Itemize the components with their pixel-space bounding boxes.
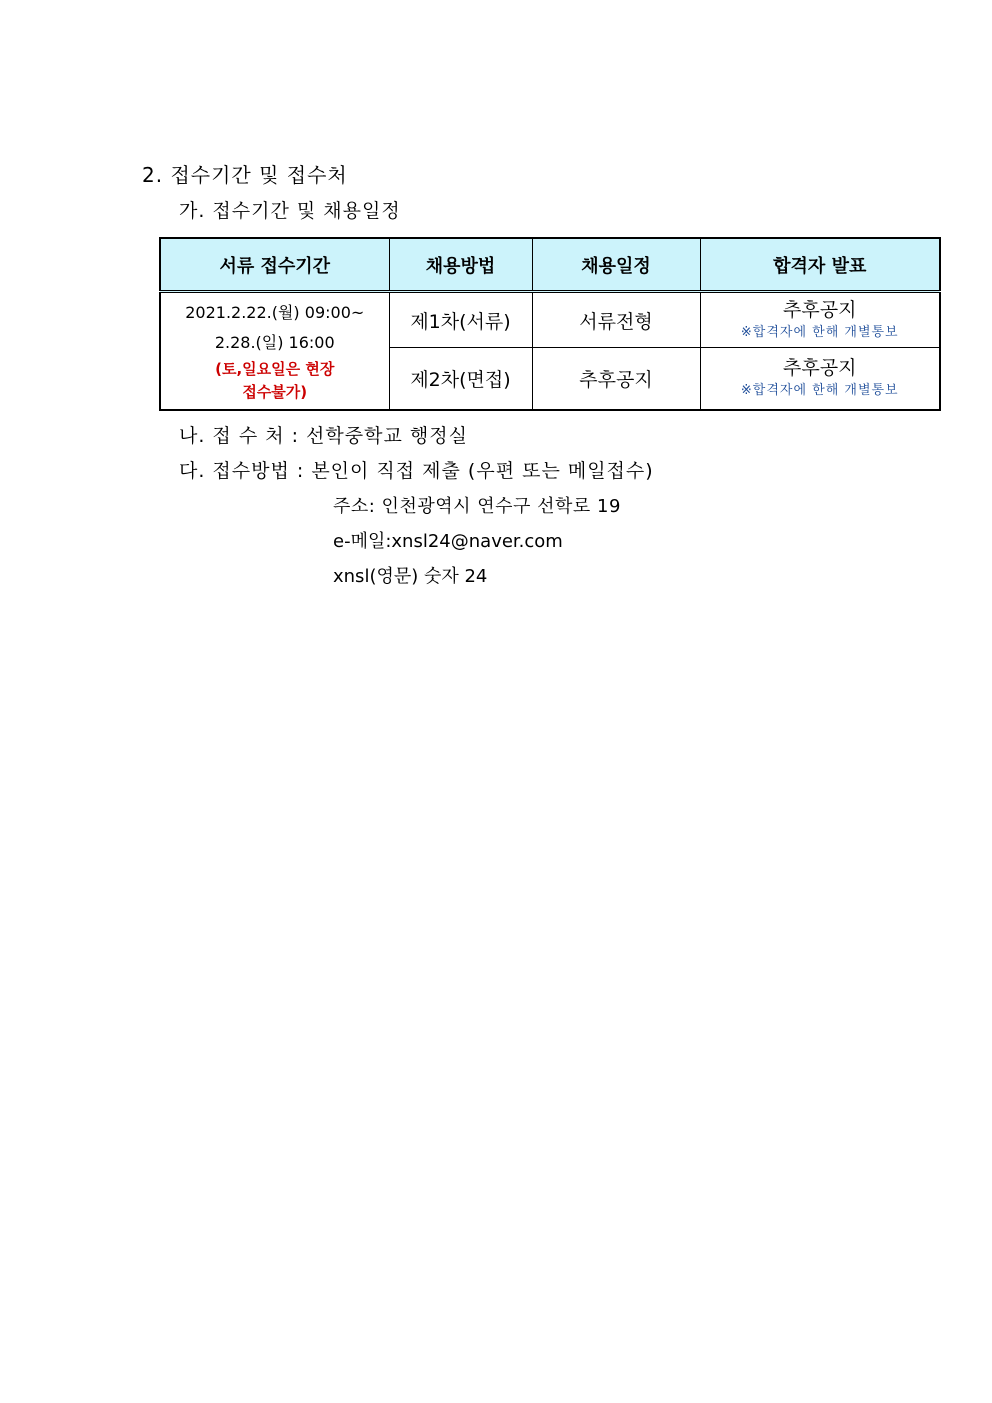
announce-cell <box>700 348 940 410</box>
email-note: xnsl(영문) 숫자 24 <box>333 566 488 587</box>
header-method: 채용방법 <box>389 238 532 292</box>
period-note: (토,일요일은 현장 <box>215 359 335 378</box>
schedule-table <box>159 237 941 411</box>
announce-cell <box>700 292 940 348</box>
period-start: 2021.2.22.(월) 09:00~ <box>185 302 365 322</box>
schedule-cell: 추후공지 <box>532 348 700 410</box>
header-period: 서류 접수기간 <box>160 238 389 292</box>
announce-note: ※합격자에 한해 개별통보 <box>740 325 899 340</box>
announce-text: 추후공지 <box>783 299 857 321</box>
method-cell: 제2차(면접) <box>389 348 532 410</box>
table-header-row <box>160 238 940 292</box>
reception-method: 다. 접수방법 : 본인이 직접 제출 (우편 또는 메일접수) <box>179 460 654 482</box>
reception-place: 나. 접 수 처 : 선학중학교 행정실 <box>179 425 468 447</box>
table-row <box>160 292 940 348</box>
address-line: 주소: 인천광역시 연수구 선학로 19 <box>333 496 621 517</box>
header-announce: 합격자 발표 <box>700 238 940 292</box>
period-cell <box>160 292 389 410</box>
email-line: e-메일:xnsl24@naver.com <box>333 531 563 552</box>
period-end: 2.28.(일) 16:00 <box>214 332 335 352</box>
period-note: 접수불가) <box>242 382 308 401</box>
header-schedule: 채용일정 <box>532 238 700 292</box>
announce-text: 추후공지 <box>783 357 857 380</box>
method-cell: 제1차(서류) <box>389 292 532 348</box>
sub-heading-schedule: 가. 접수기간 및 채용일정 <box>179 200 401 222</box>
announce-note: ※합격자에 한해 개별통보 <box>740 383 899 399</box>
section-heading: 2. 접수기간 및 접수처 <box>142 163 348 187</box>
schedule-cell: 서류전형 <box>532 292 700 348</box>
